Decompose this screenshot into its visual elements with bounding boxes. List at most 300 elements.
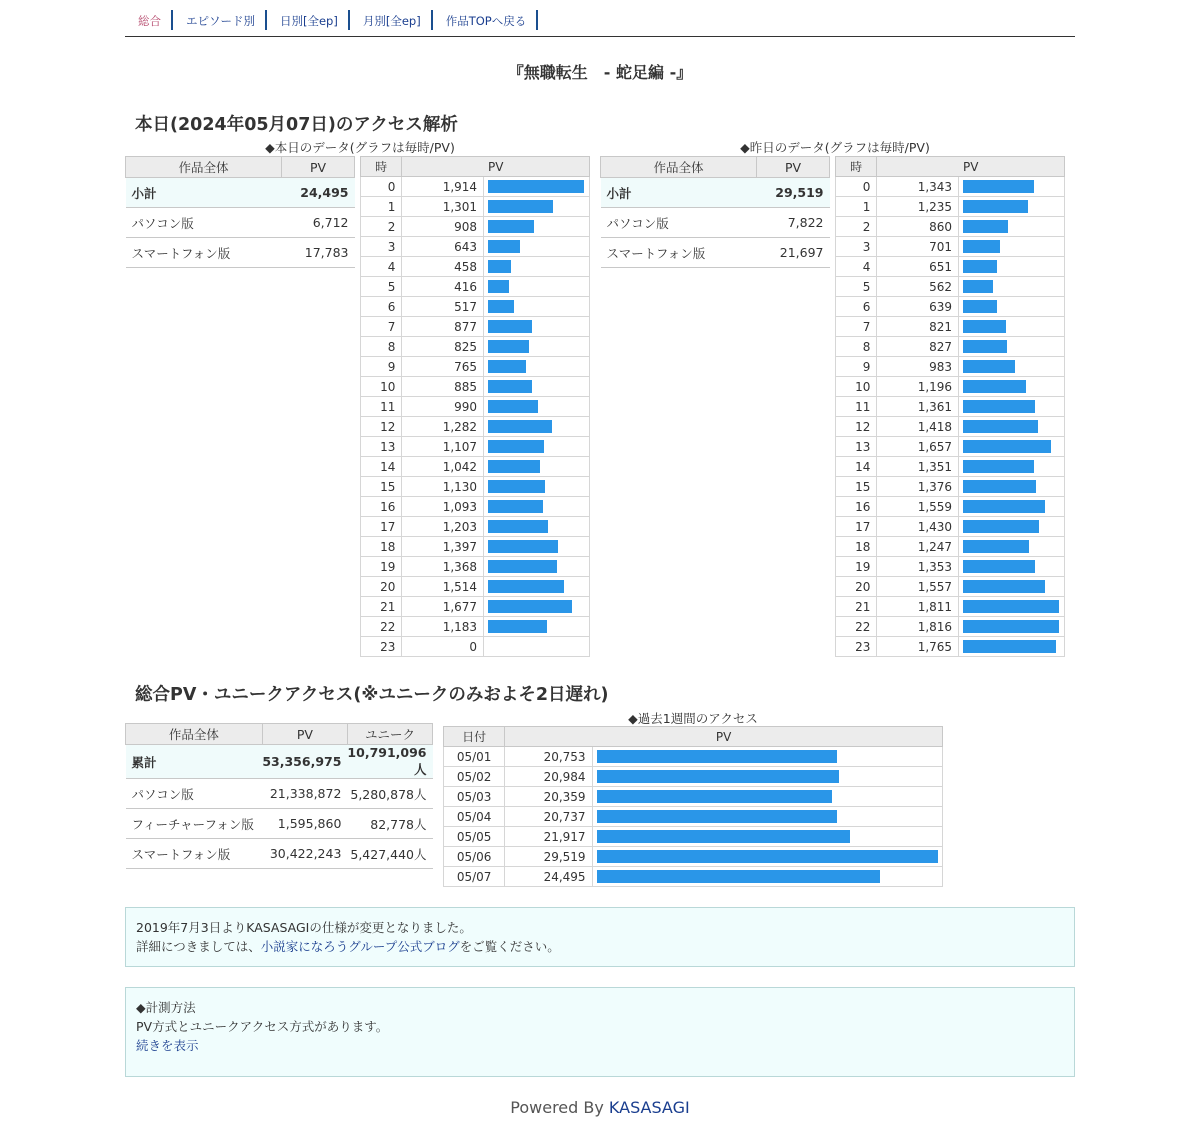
hour-row	[361, 557, 590, 577]
hour-row	[361, 357, 590, 377]
pv-bar	[963, 620, 1059, 633]
hour-row	[361, 477, 590, 497]
pv-bar	[488, 380, 532, 393]
pv-cell: 1,816	[877, 617, 959, 637]
hour-row	[836, 297, 1065, 317]
pv-bar	[597, 810, 837, 823]
pv-cell: 827	[877, 337, 959, 357]
bar-cell	[959, 437, 1065, 457]
summary-row	[601, 178, 830, 208]
bar-cell	[484, 437, 590, 457]
bar-cell	[959, 497, 1065, 517]
date-cell: 05/04	[444, 807, 505, 827]
hour-cell: 6	[361, 297, 402, 317]
hour-row	[361, 217, 590, 237]
hour-row	[361, 597, 590, 617]
method-title: ◆計測方法	[136, 1000, 196, 1015]
col-header-pv: PV	[282, 157, 355, 178]
week-row	[444, 807, 943, 827]
bar-cell	[484, 317, 590, 337]
summary-row	[601, 238, 830, 268]
method-body: PV方式とユニークアクセス方式があります。	[136, 1019, 389, 1034]
col-header-pv: PV	[262, 724, 347, 745]
pv-cell: 885	[402, 377, 484, 397]
hour-row	[836, 457, 1065, 477]
pv-bar	[963, 260, 997, 273]
bar-cell	[592, 867, 942, 887]
nav-link[interactable]: 作品TOPへ戻る	[445, 14, 527, 28]
pv-bar	[488, 540, 558, 553]
hour-row	[836, 577, 1065, 597]
pv-bar	[597, 830, 850, 843]
hour-cell: 16	[361, 497, 402, 517]
col-header-pv: PV	[877, 157, 1065, 177]
pv-cell: 1,557	[877, 577, 959, 597]
nav-item-1[interactable]	[173, 10, 267, 30]
pv-cell: 1,203	[402, 517, 484, 537]
hour-cell: 3	[361, 237, 402, 257]
date-cell: 05/07	[444, 867, 505, 887]
pv-cell: 517	[402, 297, 484, 317]
hour-row	[361, 537, 590, 557]
hour-row	[836, 417, 1065, 437]
pv-cell: 701	[877, 237, 959, 257]
blog-link[interactable]: 小説家になろうグループ公式ブログ	[260, 939, 460, 954]
yesterday-hourly-table	[835, 156, 1065, 657]
nav-link[interactable]: 日別[全ep]	[280, 14, 338, 28]
bar-cell	[484, 197, 590, 217]
pv-cell: 0	[402, 637, 484, 657]
pv-cell: 20,984	[505, 767, 592, 787]
pv-cell: 1,514	[402, 577, 484, 597]
hour-cell: 14	[836, 457, 877, 477]
notice-line2-pre: 詳細につきましては、	[136, 939, 261, 954]
pv-cell: 1,042	[402, 457, 484, 477]
pv-bar	[963, 340, 1007, 353]
hour-cell: 0	[836, 177, 877, 197]
hour-cell: 15	[836, 477, 877, 497]
bar-cell	[959, 517, 1065, 537]
hour-cell: 19	[361, 557, 402, 577]
summary-row	[126, 208, 355, 238]
bar-cell	[959, 397, 1065, 417]
hour-cell: 12	[361, 417, 402, 437]
bar-cell	[484, 577, 590, 597]
hour-cell: 11	[836, 397, 877, 417]
pv-cell: 1,351	[877, 457, 959, 477]
bar-cell	[959, 477, 1065, 497]
pv-bar	[963, 220, 1008, 233]
bar-cell	[959, 257, 1065, 277]
notice-line2	[136, 937, 1064, 956]
pv-cell: 1,430	[877, 517, 959, 537]
hour-row	[836, 637, 1065, 657]
bar-cell	[592, 827, 942, 847]
pv-bar	[963, 600, 1059, 613]
pv-cell: 983	[877, 357, 959, 377]
pv-bar	[963, 520, 1039, 533]
summary-row	[601, 208, 830, 238]
hour-cell: 20	[836, 577, 877, 597]
hour-row	[361, 337, 590, 357]
pv-bar	[597, 750, 837, 763]
hour-row	[836, 597, 1065, 617]
hour-row	[361, 397, 590, 417]
yesterday-caption: ◆昨日のデータ(グラフは毎時/PV)	[740, 140, 930, 155]
kasasagi-link[interactable]: KASASAGI	[608, 1098, 690, 1117]
col-header-pv: PV	[402, 157, 590, 177]
bar-cell	[484, 277, 590, 297]
pv-cell: 1,107	[402, 437, 484, 457]
total-row	[126, 839, 433, 869]
pv-bar	[488, 220, 534, 233]
hour-row	[836, 357, 1065, 377]
nav-item-4[interactable]	[433, 10, 539, 30]
novel-title: 『無職転生 - 蛇足編 -』	[507, 63, 693, 82]
hour-cell: 7	[836, 317, 877, 337]
hour-row	[361, 637, 590, 657]
weekly-table	[443, 726, 943, 887]
row-pv: 53,356,975	[262, 745, 347, 779]
hour-cell: 10	[836, 377, 877, 397]
row-unique: 10,791,096人	[347, 745, 432, 779]
bar-cell	[959, 577, 1065, 597]
hour-cell: 18	[361, 537, 402, 557]
today-caption: ◆本日のデータ(グラフは毎時/PV)	[265, 140, 455, 155]
hour-cell: 16	[836, 497, 877, 517]
pv-bar	[963, 540, 1029, 553]
pv-cell: 1,353	[877, 557, 959, 577]
pv-bar	[963, 300, 997, 313]
row-unique: 5,280,878人	[347, 779, 432, 809]
date-cell: 05/01	[444, 747, 505, 767]
pv-bar	[597, 770, 839, 783]
hour-cell: 14	[361, 457, 402, 477]
method-box	[125, 987, 1075, 1077]
hour-cell: 2	[361, 217, 402, 237]
hour-row	[836, 197, 1065, 217]
pv-bar	[488, 300, 514, 313]
row-pv: 24,495	[282, 178, 355, 208]
nav-item-0[interactable]	[125, 10, 173, 30]
bar-cell	[959, 557, 1065, 577]
bar-cell	[959, 337, 1065, 357]
row-label: パソコン版	[601, 208, 757, 238]
pv-cell: 1,811	[877, 597, 959, 617]
bar-cell	[484, 537, 590, 557]
week-row	[444, 827, 943, 847]
col-header-work: 作品全体	[601, 157, 757, 178]
hour-row	[836, 497, 1065, 517]
pv-bar	[488, 420, 552, 433]
pv-cell: 20,737	[505, 807, 592, 827]
col-header-unique: ユニーク	[347, 724, 432, 745]
hour-row	[361, 237, 590, 257]
hour-row	[836, 437, 1065, 457]
row-label: スマートフォン版	[601, 238, 757, 268]
bar-cell	[484, 497, 590, 517]
pv-bar	[488, 400, 538, 413]
pv-cell: 1,677	[402, 597, 484, 617]
pv-bar	[488, 500, 543, 513]
hour-row	[361, 417, 590, 437]
hour-cell: 18	[836, 537, 877, 557]
hour-row	[361, 197, 590, 217]
hour-row	[836, 537, 1065, 557]
row-unique: 82,778人	[347, 809, 432, 839]
row-label: パソコン版	[126, 208, 282, 238]
hour-cell: 22	[836, 617, 877, 637]
pv-bar	[488, 440, 544, 453]
pv-bar	[488, 240, 520, 253]
hour-row	[836, 277, 1065, 297]
hour-cell: 9	[836, 357, 877, 377]
bar-cell	[484, 557, 590, 577]
section-title-total: 総合PV・ユニークアクセス(※ユニークのみおよそ2日遅れ)	[135, 685, 609, 705]
col-header-work: 作品全体	[126, 157, 282, 178]
hour-cell: 21	[361, 597, 402, 617]
col-header-hour: 時	[361, 157, 402, 177]
hour-cell: 13	[361, 437, 402, 457]
pv-cell: 1,559	[877, 497, 959, 517]
summary-row	[126, 178, 355, 208]
bar-cell	[484, 257, 590, 277]
date-cell: 05/05	[444, 827, 505, 847]
col-header-work: 作品全体	[126, 724, 263, 745]
hour-row	[836, 397, 1065, 417]
bar-cell	[484, 217, 590, 237]
bar-cell	[959, 377, 1065, 397]
hour-cell: 17	[361, 517, 402, 537]
pv-bar	[488, 460, 540, 473]
pv-bar	[488, 200, 553, 213]
hour-row	[361, 177, 590, 197]
pv-bar	[488, 260, 511, 273]
pv-bar	[963, 480, 1036, 493]
total-row	[126, 779, 433, 809]
pv-cell: 416	[402, 277, 484, 297]
hour-cell: 4	[361, 257, 402, 277]
pv-cell: 1,343	[877, 177, 959, 197]
pv-cell: 908	[402, 217, 484, 237]
hour-row	[361, 317, 590, 337]
bar-cell	[484, 237, 590, 257]
bar-cell	[592, 767, 942, 787]
pv-cell: 458	[402, 257, 484, 277]
bar-cell	[484, 417, 590, 437]
bar-cell	[484, 397, 590, 417]
footer	[125, 1098, 1075, 1117]
row-label: スマートフォン版	[126, 839, 263, 869]
row-pv: 1,595,860	[262, 809, 347, 839]
bar-cell	[484, 457, 590, 477]
row-pv: 21,338,872	[262, 779, 347, 809]
hour-cell: 4	[836, 257, 877, 277]
hour-cell: 23	[836, 637, 877, 657]
bar-cell	[484, 477, 590, 497]
hour-cell: 21	[836, 597, 877, 617]
pv-cell: 651	[877, 257, 959, 277]
hour-cell: 1	[836, 197, 877, 217]
pv-cell: 20,753	[505, 747, 592, 767]
hour-cell: 22	[361, 617, 402, 637]
hour-row	[361, 517, 590, 537]
bar-cell	[959, 617, 1065, 637]
nav-bar	[125, 10, 1075, 37]
row-pv: 7,822	[757, 208, 830, 238]
bar-cell	[959, 457, 1065, 477]
bar-cell	[959, 417, 1065, 437]
hour-cell: 3	[836, 237, 877, 257]
pv-bar	[963, 420, 1038, 433]
date-cell: 05/06	[444, 847, 505, 867]
bar-cell	[959, 637, 1065, 657]
pv-bar	[488, 340, 529, 353]
pv-bar	[963, 460, 1034, 473]
hour-row	[836, 377, 1065, 397]
pv-cell: 1,914	[402, 177, 484, 197]
pv-bar	[488, 280, 509, 293]
weekly-caption: ◆過去1週間のアクセス	[628, 711, 758, 726]
bar-cell	[959, 357, 1065, 377]
pv-cell: 1,397	[402, 537, 484, 557]
pv-bar	[963, 580, 1045, 593]
hour-row	[361, 277, 590, 297]
bar-cell	[484, 617, 590, 637]
pv-bar	[488, 480, 545, 493]
hour-row	[836, 557, 1065, 577]
row-pv: 17,783	[282, 238, 355, 268]
col-header-hour: 時	[836, 157, 877, 177]
hour-row	[361, 297, 590, 317]
hour-row	[361, 617, 590, 637]
pv-bar	[488, 560, 557, 573]
col-header-pv: PV	[757, 157, 830, 178]
pv-cell: 1,301	[402, 197, 484, 217]
total-row	[126, 745, 433, 779]
nav-item-2[interactable]	[267, 10, 350, 30]
bar-cell	[484, 357, 590, 377]
bar-cell	[959, 197, 1065, 217]
hour-cell: 2	[836, 217, 877, 237]
pv-bar	[963, 400, 1035, 413]
pv-cell: 1,765	[877, 637, 959, 657]
pv-cell: 1,247	[877, 537, 959, 557]
bar-cell	[484, 297, 590, 317]
hour-cell: 5	[361, 277, 402, 297]
pv-bar	[963, 280, 993, 293]
bar-cell	[592, 787, 942, 807]
notice-box	[125, 907, 1075, 967]
pv-cell: 1,368	[402, 557, 484, 577]
hour-row	[361, 257, 590, 277]
bar-cell	[484, 377, 590, 397]
pv-bar	[963, 360, 1015, 373]
pv-cell: 1,235	[877, 197, 959, 217]
week-row	[444, 747, 943, 767]
hour-cell: 8	[836, 337, 877, 357]
yesterday-summary-table	[600, 156, 830, 268]
summary-row	[126, 238, 355, 268]
pv-bar	[963, 640, 1056, 653]
bar-cell	[959, 217, 1065, 237]
pv-bar	[488, 620, 547, 633]
bar-cell	[484, 177, 590, 197]
pv-cell: 643	[402, 237, 484, 257]
col-header-date: 日付	[444, 727, 505, 747]
row-pv: 21,697	[757, 238, 830, 268]
hour-cell: 19	[836, 557, 877, 577]
pv-cell: 1,361	[877, 397, 959, 417]
pv-cell: 1,183	[402, 617, 484, 637]
hour-row	[361, 437, 590, 457]
date-cell: 05/02	[444, 767, 505, 787]
pv-bar	[488, 580, 564, 593]
pv-bar	[597, 790, 832, 803]
hour-row	[836, 517, 1065, 537]
pv-cell: 21,917	[505, 827, 592, 847]
pv-cell: 821	[877, 317, 959, 337]
show-more-link[interactable]: 続きを表示	[136, 1038, 199, 1053]
nav-item-3[interactable]	[350, 10, 433, 30]
pv-bar	[963, 560, 1035, 573]
hour-row	[836, 177, 1065, 197]
pv-bar	[488, 360, 526, 373]
hour-row	[836, 217, 1065, 237]
row-pv: 30,422,243	[262, 839, 347, 869]
hour-cell: 20	[361, 577, 402, 597]
row-label: パソコン版	[126, 779, 263, 809]
bar-cell	[959, 317, 1065, 337]
pv-bar	[963, 440, 1051, 453]
hour-cell: 8	[361, 337, 402, 357]
nav-link[interactable]: 月別[全ep]	[362, 14, 421, 28]
pv-cell: 1,376	[877, 477, 959, 497]
pv-cell: 24,495	[505, 867, 592, 887]
hour-cell: 17	[836, 517, 877, 537]
total-table	[125, 723, 433, 869]
notice-line1: 2019年7月3日よりKASASAGIの仕様が変更となりました。	[136, 920, 472, 935]
pv-cell: 1,130	[402, 477, 484, 497]
total-row	[126, 809, 433, 839]
bar-cell	[592, 747, 942, 767]
hour-row	[836, 617, 1065, 637]
section-title-today: 本日(2024年05月07日)のアクセス解析	[135, 115, 458, 135]
bar-cell	[959, 177, 1065, 197]
pv-cell: 877	[402, 317, 484, 337]
hour-cell: 7	[361, 317, 402, 337]
nav-link[interactable]: エピソード別	[186, 14, 255, 28]
pv-bar	[963, 180, 1034, 193]
bar-cell	[959, 537, 1065, 557]
hour-cell: 10	[361, 377, 402, 397]
hour-cell: 15	[361, 477, 402, 497]
row-pv: 6,712	[282, 208, 355, 238]
hour-cell: 9	[361, 357, 402, 377]
date-cell: 05/03	[444, 787, 505, 807]
pv-cell: 990	[402, 397, 484, 417]
pv-cell: 1,418	[877, 417, 959, 437]
bar-cell	[959, 277, 1065, 297]
nav-link[interactable]: 総合	[138, 14, 161, 28]
col-header-pv: PV	[505, 727, 943, 747]
hour-row	[361, 377, 590, 397]
bar-cell	[484, 337, 590, 357]
pv-bar	[963, 500, 1045, 513]
hour-row	[836, 477, 1065, 497]
hour-row	[836, 317, 1065, 337]
pv-bar	[963, 320, 1006, 333]
